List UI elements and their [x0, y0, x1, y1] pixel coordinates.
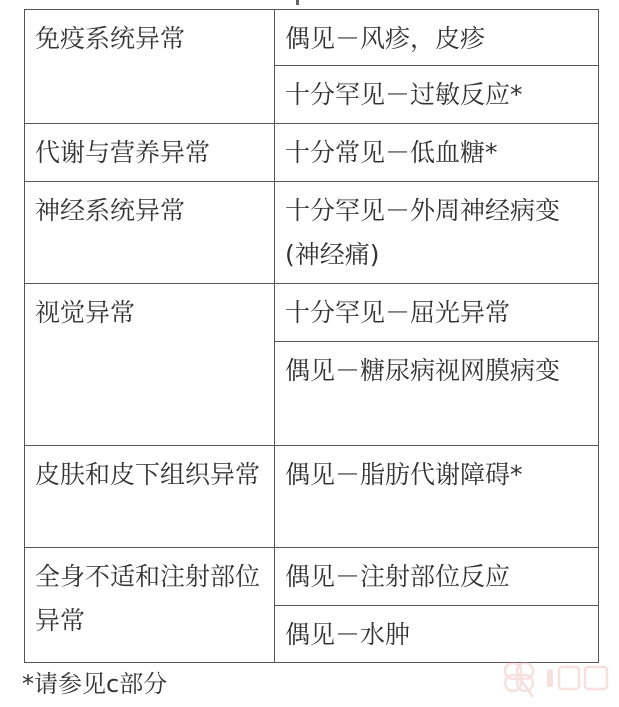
table-row [25, 124, 599, 182]
table-row [25, 10, 599, 66]
category-cell-metabolism: 代谢与营养异常 [25, 124, 275, 182]
adverse-reactions-table [24, 9, 599, 663]
table-row [25, 446, 599, 548]
category-cell-vision: 视觉异常 [25, 284, 275, 446]
effect-cell: 偶见－糖尿病视网膜病变 [275, 342, 599, 446]
effect-cell: 十分罕见－屈光异常 [275, 284, 599, 342]
category-cell-nervous: 神经系统异常 [25, 182, 275, 284]
effect-cell: 偶见－脂肪代谢障碍* [275, 446, 599, 548]
category-cell-general: 全身不适和注射部位异常 [25, 548, 275, 663]
table-row [25, 548, 599, 606]
category-cell-immune: 免疫系统异常 [25, 10, 275, 124]
category-cell-skin: 皮肤和皮下组织异常 [25, 446, 275, 548]
effect-cell: 偶见－水肿 [275, 606, 599, 663]
clover-logo-icon [493, 653, 613, 703]
effect-cell: 偶见－注射部位反应 [275, 548, 599, 606]
footnote: *请参见c部分 [22, 670, 168, 698]
table-row [25, 284, 599, 342]
table-body [25, 10, 599, 663]
table-row [25, 182, 599, 284]
top-edge-mark [296, 0, 299, 5]
effect-cell: 十分罕见－过敏反应* [275, 66, 599, 124]
effect-cell: 十分罕见－外周神经病变(神经痛) [275, 182, 599, 284]
effect-cell: 十分常见－低血糖* [275, 124, 599, 182]
effect-cell: 偶见－风疹，皮疹 [275, 10, 599, 66]
